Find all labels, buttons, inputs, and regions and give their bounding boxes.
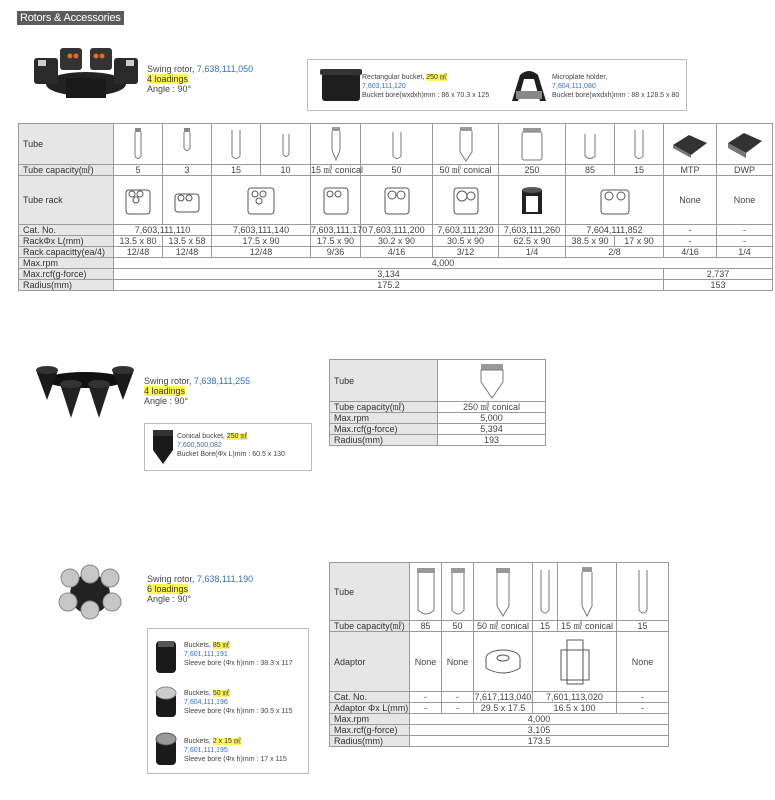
adaptor-dim-cell: - [410, 703, 442, 714]
rotor3-accessory-box [147, 628, 309, 774]
swing-rotor-4-image [30, 44, 142, 102]
rack-dim-cell: 30.5 x 90 [433, 236, 499, 247]
label-rcf: Max.rcf(g-force) [330, 725, 410, 736]
section-header: Rotors & Accessories [17, 11, 124, 25]
rotor1-cat: 7,638,111,050 [196, 64, 254, 74]
capacity-cell: 15 [615, 165, 664, 176]
label-tube: Tube [330, 360, 438, 402]
rack-cap-row [19, 247, 773, 258]
tube-row [19, 124, 773, 165]
rpm-cell: 5,000 [438, 413, 546, 424]
adaptor-dim-cell: 16.5 x 100 [533, 703, 617, 714]
capacity-cell: 250 [499, 165, 566, 176]
acc2-name: Buckets, [184, 690, 211, 697]
cat-cell: 7,601,113,020 [533, 692, 617, 703]
label-adaptor-dim: Adaptor Φx L(mm) [330, 703, 410, 714]
label-cat: Cat. No. [19, 225, 114, 236]
cat-cell: - [717, 225, 773, 236]
radius-cell: 175.2 [114, 280, 664, 291]
label-rpm: Max.rpm [19, 258, 114, 269]
tube-icon [633, 126, 645, 162]
conical-tube-icon [458, 126, 474, 162]
rack-dim-cell: 13.5 x 80 [114, 236, 163, 247]
rotor1-accessory-box [307, 59, 687, 111]
acc1-name: Buckets, [184, 642, 211, 649]
adaptor-row [330, 632, 669, 692]
capacity-cell: 250 ㎖ conical [438, 402, 546, 413]
label-adaptor: Adaptor [330, 632, 410, 692]
acc3-name: Buckets, [184, 738, 211, 745]
cat-cell: 7,603,111,230 [433, 225, 499, 236]
swing-rotor-conical-image [32, 360, 138, 436]
label-capacity: Tube capacity(㎖) [19, 165, 114, 176]
rotor2-angle: Angle : 90° [144, 396, 189, 406]
tube-rack-icon [450, 182, 482, 218]
cat-cell: - [410, 692, 442, 703]
tube-icon [280, 126, 292, 162]
acc3-cat: 7,601,111,195 [184, 747, 228, 754]
acc-name: Conical bucket, [177, 433, 225, 440]
cat-cell: - [617, 692, 669, 703]
adaptor-none-cell: None [410, 632, 442, 692]
acc2-spec: Bucket bore(wxdxh)mm : 88 x 128.5 x 80 [552, 92, 680, 99]
tube-icon [637, 566, 649, 618]
acc2-vol: 50 ㎖ [212, 690, 230, 697]
capacity-cell: DWP [717, 165, 773, 176]
rotor2-spec-table [329, 359, 546, 446]
radius-cell: 153 [664, 280, 773, 291]
cat-cell: 7,603,111,110 [114, 225, 212, 236]
adapter-icon [483, 644, 523, 680]
rotor1-info [147, 64, 253, 94]
rcf-cell: 3,134 [114, 269, 664, 280]
rack-cap-cell: 1/4 [499, 247, 566, 258]
cat-cell: - [442, 692, 474, 703]
rack-none-cell: None [664, 176, 717, 225]
conical-tube-icon [330, 126, 342, 162]
label-rcf: Max.rcf(g-force) [330, 424, 438, 435]
tube-icon [415, 566, 437, 618]
rack-dim-cell: 13.5 x 58 [163, 236, 212, 247]
acc1-cat: 7,601,111,191 [184, 651, 228, 658]
acc-vol: 250 ㎖ [226, 433, 248, 440]
acc2-cat: 7,604,111,196 [184, 699, 228, 706]
rack-cap-cell: 4/16 [361, 247, 433, 258]
tube-rack-icon [122, 182, 154, 218]
cat-cell: 7,604,111,852 [566, 225, 664, 236]
acc1-spec: Sleeve bore (Φx h)mm : 38.3 x 117 [184, 660, 293, 667]
tube-icon [391, 126, 403, 162]
tube-icon [182, 126, 192, 162]
rpm-cell: 4,000 [410, 714, 669, 725]
label-rack-cap: Rack capacitty(ea/4) [19, 247, 114, 258]
rotor3-loadings: 6 loadings [147, 584, 189, 594]
rotor3-name: Swing rotor, [147, 574, 195, 584]
rotor2-loadings: 4 loadings [144, 386, 186, 396]
rack-dim-cell: - [717, 236, 773, 247]
acc1-vol: 250 ㎖ [426, 74, 447, 81]
bucket-2x15-image [154, 731, 178, 767]
cat-cell: 7,603,111,260 [499, 225, 566, 236]
tube-icon [539, 566, 551, 618]
tube-icon [133, 126, 143, 162]
capacity-cell: 15 ㎖ conical [558, 621, 617, 632]
rcf-cell: 3,105 [410, 725, 669, 736]
adaptor-dim-cell: 29.5 x 17.5 [474, 703, 533, 714]
label-capacity: Tube capacity(㎖) [330, 402, 438, 413]
rack-none-cell: None [717, 176, 773, 225]
radius-row [19, 280, 773, 291]
rack-cap-cell: 12/48 [212, 247, 311, 258]
acc1-vol: 85 ㎖ [212, 642, 230, 649]
rack-cap-cell: 2/8 [566, 247, 664, 258]
rack-cap-cell: 4/16 [664, 247, 717, 258]
rotor3-cat: 7,638,111,190 [196, 574, 254, 584]
swing-rotor-6-image [52, 564, 128, 624]
label-radius: Radius(mm) [19, 280, 114, 291]
rack-cap-cell: 1/4 [717, 247, 773, 258]
deep-well-plate-icon [724, 129, 766, 159]
tube-row [330, 563, 669, 621]
label-tube: Tube [19, 124, 114, 165]
rotor2-name: Swing rotor, [144, 376, 192, 386]
capacity-cell: MTP [664, 165, 717, 176]
rack-cap-cell: 12/48 [114, 247, 163, 258]
conical-tube-icon [494, 566, 512, 618]
acc3-spec: Sleeve bore (Φx h)mm : 17 x 115 [184, 756, 287, 763]
tube-icon [230, 126, 242, 162]
capacity-cell: 15 [617, 621, 669, 632]
capacity-cell: 15 [533, 621, 558, 632]
rpm-cell: 4,000 [114, 258, 773, 269]
cat-row [19, 225, 773, 236]
tube-rack-icon [171, 182, 203, 218]
microplate-icon [669, 129, 711, 159]
rotor3-angle: Angle : 90° [147, 594, 192, 604]
radius-cell: 193 [438, 435, 546, 446]
capacity-cell: 85 [410, 621, 442, 632]
radius-cell: 173.5 [410, 736, 669, 747]
rcf-cell: 2,737 [664, 269, 773, 280]
bucket-50-image [154, 685, 178, 719]
rack-row [19, 176, 773, 225]
conical-tube-icon [580, 566, 594, 618]
tube-icon [449, 566, 467, 618]
tube-rack-icon [244, 182, 278, 218]
bottle-icon [520, 126, 544, 162]
rack-dim-cell: 17.5 x 90 [212, 236, 311, 247]
rack-dim-cell: 38.5 x 90 [566, 236, 615, 247]
cat-cell: 7,603,111,170 [311, 225, 368, 235]
rack-dim-cell: 17 x 90 [615, 236, 664, 247]
label-rack: Tube rack [19, 176, 114, 225]
tube-rack-icon [320, 182, 352, 218]
rack-dim-cell: 17.5 x 90 [311, 236, 361, 247]
label-rcf: Max.rcf(g-force) [19, 269, 114, 280]
label-rpm: Max.rpm [330, 413, 438, 424]
rack-cap-cell: 9/36 [311, 247, 361, 258]
rotor1-angle: Angle : 90° [147, 84, 192, 94]
microplate-holder-image [506, 65, 552, 105]
rack-dim-row [19, 236, 773, 247]
cat-cell: - [664, 225, 717, 236]
rack-cap-cell: 3/12 [433, 247, 499, 258]
rotor1-loadings: 4 loadings [147, 74, 189, 84]
capacity-cell: 50 ㎖ conical [474, 621, 533, 632]
tube-rack-icon [597, 182, 633, 218]
label-tube: Tube [330, 563, 410, 621]
adaptor-none-cell: None [617, 632, 669, 692]
rcf-row [19, 269, 773, 280]
rack-dim-cell: 30.2 x 90 [361, 236, 433, 247]
rotor3-info [147, 574, 253, 604]
tube-rack-icon [381, 182, 413, 218]
rack-dim-cell: - [664, 236, 717, 247]
label-cat: Cat. No. [330, 692, 410, 703]
adaptor-dim-cell: - [617, 703, 669, 714]
rcf-cell: 5,394 [438, 424, 546, 435]
capacity-row [19, 165, 773, 176]
rotor3-spec-table [329, 562, 669, 747]
label-capacity: Tube capacity(㎖) [330, 621, 410, 632]
bottle-adapter-icon [516, 182, 548, 218]
adapter-icon [557, 636, 593, 688]
adaptor-none-cell: None [442, 632, 474, 692]
acc-spec: Bucket Bore(Φx L)mm : 60.5 x 130 [177, 451, 285, 458]
acc-cat: 7,600,500,082 [177, 442, 222, 449]
label-rack-dim: RackΦx L(mm) [19, 236, 114, 247]
rotor2-info [144, 376, 250, 406]
capacity-cell: 50 [442, 621, 474, 632]
capacity-cell: 85 [566, 165, 615, 176]
capacity-cell: 3 [163, 165, 212, 176]
tube-icon [583, 126, 597, 162]
acc2-spec: Sleeve bore (Φx h)mm : 30.5 x 115 [184, 708, 293, 715]
capacity-cell: 50 ㎖ conical [433, 165, 499, 176]
label-radius: Radius(mm) [330, 736, 410, 747]
conical-bucket-image [149, 428, 177, 466]
cat-cell: 7,617,113,040 [474, 692, 532, 702]
rotor1-name: Swing rotor, [147, 64, 195, 74]
acc1-cat: 7,603,111,120 [362, 83, 406, 90]
rpm-row [19, 258, 773, 269]
conical-bottle-icon [477, 362, 507, 400]
cat-cell: 7,603,111,140 [212, 225, 311, 236]
adaptor-dim-cell: - [442, 703, 474, 714]
acc2-name: Microplate holder, [552, 74, 608, 81]
capacity-cell: 15 ㎖ conical [311, 165, 364, 175]
capacity-cell: 15 [212, 165, 261, 176]
label-rpm: Max.rpm [330, 714, 410, 725]
rack-cap-cell: 12/48 [163, 247, 212, 258]
acc3-vol: 2 x 15 ㎖ [212, 738, 241, 745]
rotor2-cat: 7,638,111,255 [193, 376, 251, 386]
acc2-cat: 7,604,111,080 [552, 83, 596, 90]
acc1-name: Rectangular bucket, [362, 74, 425, 81]
rotor2-accessory-box [144, 423, 312, 471]
label-radius: Radius(mm) [330, 435, 438, 446]
cat-cell: 7,603,111,200 [361, 225, 433, 236]
acc1-spec: Bucket bore(wxdxh)mm : 86 x 70.3 x 125 [362, 92, 490, 99]
capacity-cell: 50 [361, 165, 433, 176]
capacity-cell: 5 [114, 165, 163, 176]
capacity-cell: 10 [261, 165, 311, 176]
bucket-85-image [154, 639, 178, 675]
rack-dim-cell: 62.5 x 90 [499, 236, 566, 247]
tube-row [330, 360, 546, 402]
rectangular-bucket-image [318, 67, 364, 103]
rotor1-spec-table [18, 123, 773, 291]
